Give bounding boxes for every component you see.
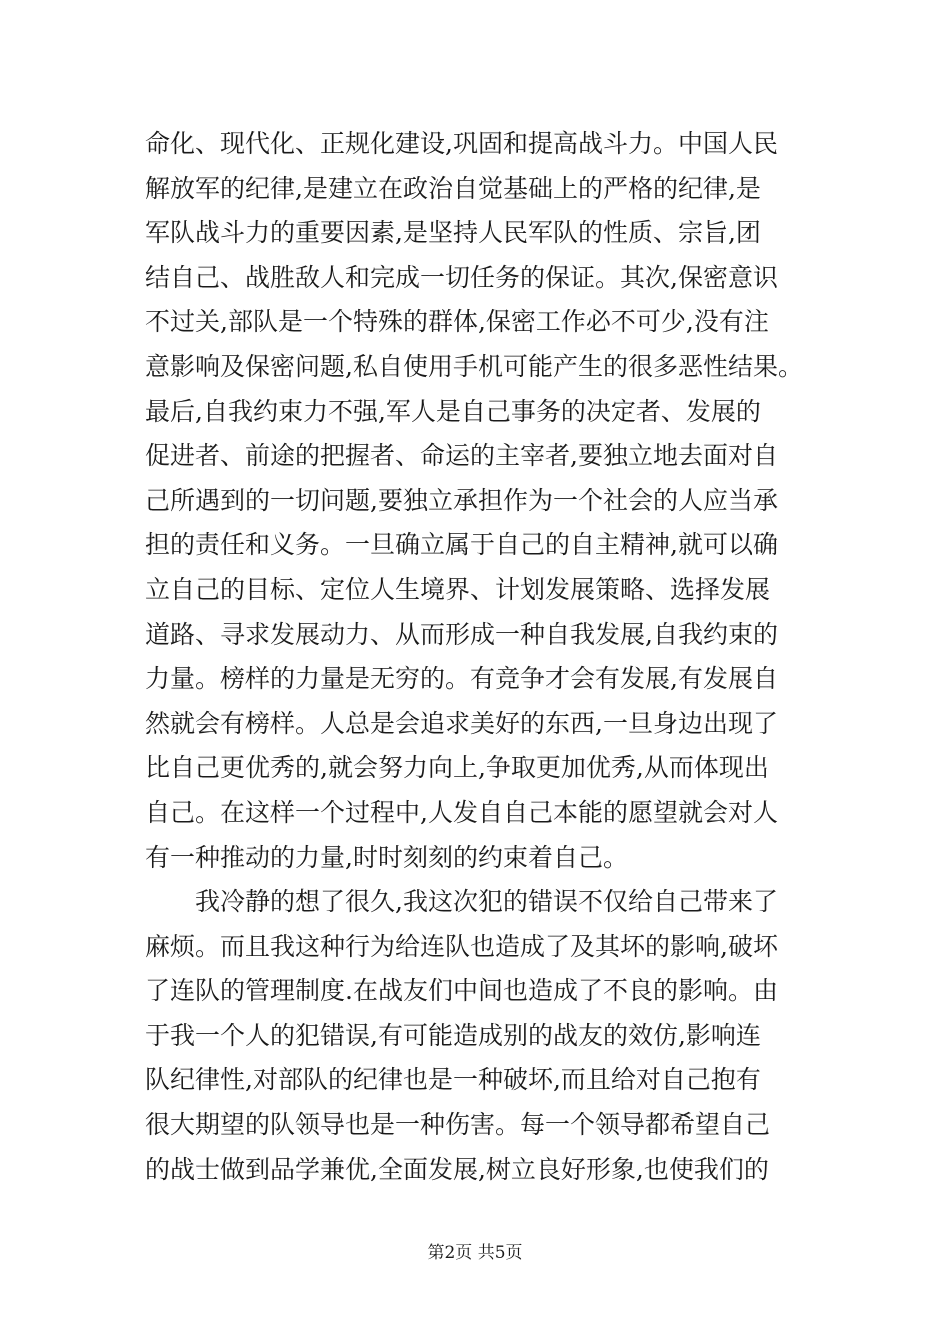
body-text — [145, 122, 815, 1192]
text-line: 最后,自我约束力不强,军人是自己事务的决定者、发展的 — [145, 396, 761, 426]
text-line: 担的责任和义务。一旦确立属于自己的自主精神,就可以确 — [145, 530, 778, 560]
text-line: 然就会有榜样。人总是会追求美好的东西,一旦身边出现了 — [145, 708, 778, 738]
text-line: 命化、现代化、正规化建设,巩固和提高战斗力。中国人民 — [145, 129, 778, 158]
text-line: 的战士做到品学兼优,全面发展,树立良好形象,也使我们的 — [145, 1154, 769, 1184]
text-line: 促进者、前途的把握者、命运的主宰者,要独立地去面对自 — [145, 441, 778, 471]
text-line: 意影响及保密问题,私自使用手机可能产生的很多恶性结果。 — [145, 351, 803, 381]
text-line: 己所遇到的一切问题,要独立承担作为一个社会的人应当承 — [145, 485, 778, 515]
text-line: 不过关,部队是一个特殊的群体,保密工作必不可少,没有注 — [145, 307, 769, 337]
text-line: 了连队的管理制度.在战友们中间也造成了不良的影响。由 — [145, 976, 778, 1006]
text-line: 队纪律性,对部队的纪律也是一种破坏,而且给对自己抱有 — [145, 1065, 761, 1095]
text-line: 自己。在这样一个过程中,人发自自己本能的愿望就会对人 — [145, 797, 778, 827]
text-line: 有一种推动的力量,时时刻刻的约束着自己。 — [145, 842, 628, 872]
page-number-footer: 第2页 共5页 — [427, 1243, 523, 1263]
text-line: 比自己更优秀的,就会努力向上,争取更加优秀,从而体现出 — [145, 753, 769, 783]
text-line: 很大期望的队领导也是一种伤害。每一个领导都希望自己 — [145, 1110, 771, 1140]
text-line: 解放军的纪律,是建立在政治自觉基础上的严格的纪律,是 — [145, 173, 761, 203]
text-line: 麻烦。而且我这种行为给连队也造成了及其坏的影响,破坏 — [145, 931, 778, 961]
text-line: 结自己、战胜敌人和完成一切任务的保证。其次,保密意识 — [145, 262, 778, 292]
text-line: 道路、寻求发展动力、从而形成一种自我发展,自我约束的 — [145, 619, 778, 649]
text-line: 于我一个人的犯错误,有可能造成别的战友的效仿,影响连 — [145, 1020, 761, 1050]
paragraph-start-line: 我冷静的想了很久,我这次犯的错误不仅给自己带来了 — [195, 887, 778, 917]
text-line: 立自己的目标、定位人生境界、计划发展策略、选择发展 — [145, 574, 771, 604]
text-line: 军队战斗力的重要因素,是坚持人民军队的性质、宗旨,团 — [145, 218, 761, 248]
text-line: 力量。榜样的力量是无穷的。有竞争才会有发展,有发展自 — [145, 664, 778, 694]
